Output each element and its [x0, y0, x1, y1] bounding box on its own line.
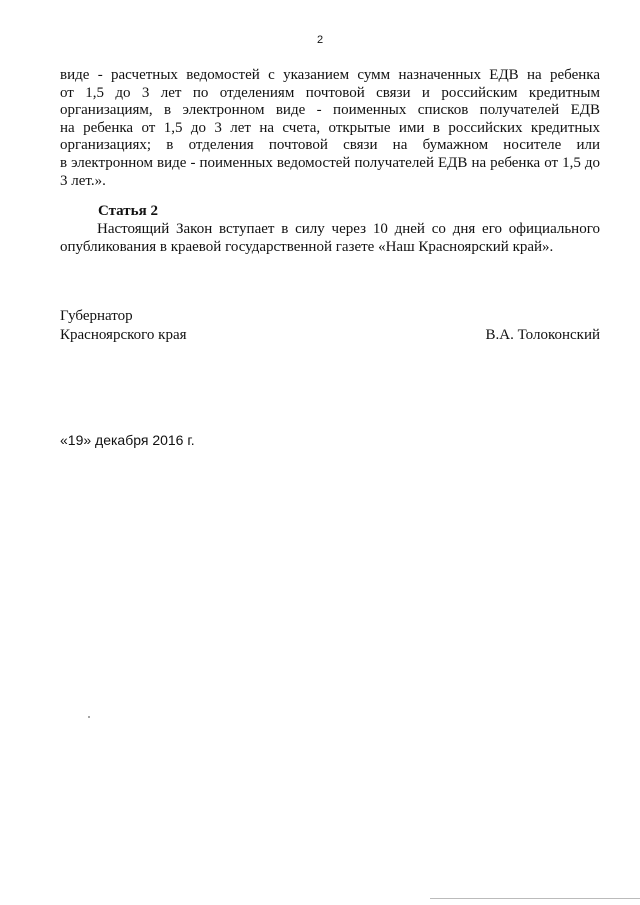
- document-date: «19» декабря 2016 г.: [60, 432, 195, 448]
- signer-title: [60, 307, 187, 345]
- article-2-text: [60, 221, 600, 256]
- paragraph-line: от 1,5 до 3 лет по отделениям почтовой связи и российским кредитным: [60, 84, 600, 101]
- paragraph-line: организациях; в отделения почтовой связи на бумажном носителе или: [60, 137, 600, 154]
- paragraph-line: 3 лет.».: [60, 172, 106, 189]
- paragraph-line: организациям, в электронном виде - поименных списков получателей ЕДВ: [60, 102, 600, 119]
- signer-region: Красноярского края: [60, 327, 187, 343]
- signer-position: Губернатор: [60, 308, 133, 324]
- article-1-continuation-paragraph: [60, 67, 600, 190]
- scan-speck: [88, 716, 90, 718]
- paragraph-line: Настоящий Закон вступает в силу через 10 дней со дня его официального: [97, 221, 600, 237]
- paragraph-line: опубликования в краевой государственной газете «Наш Красноярский край».: [60, 238, 554, 255]
- article-2-heading: Статья 2: [98, 203, 158, 219]
- page-number: 2: [316, 34, 324, 46]
- paragraph-line: в электронном виде - поименных ведомостей получателей ЕДВ на ребенка от 1,5 до: [60, 154, 600, 171]
- paragraph-line: на ребенка от 1,5 до 3 лет на счета, открытые ими в российских кредитных: [60, 119, 600, 136]
- signer-name: В.А. Толоконский: [485, 327, 600, 343]
- paragraph-line: виде - расчетных ведомостей с указанием сумм назначенных ЕДВ на ребенка: [60, 67, 600, 83]
- scan-edge-line: [430, 898, 640, 899]
